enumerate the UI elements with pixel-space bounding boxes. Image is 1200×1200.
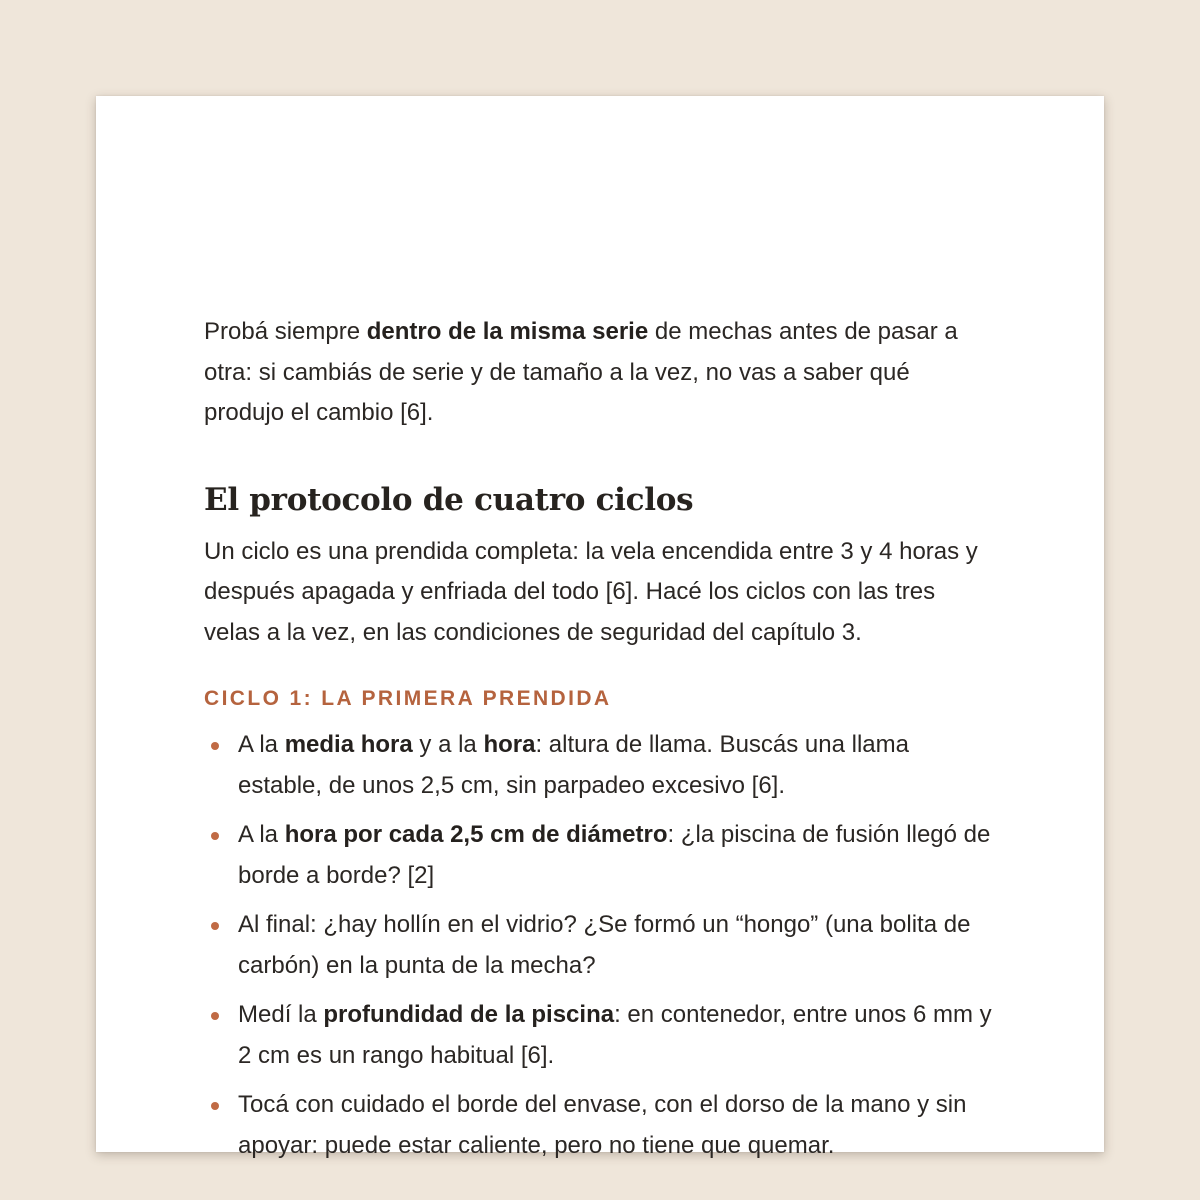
section-paragraph: Un ciclo es una prendida completa: la vela encendida entre 3 y 4 horas y después apagada y enfriada del todo [6]. Hacé los ciclos con las tres velas a la vez, en las condiciones de seguridad del capítulo 3. <box>204 537 978 646</box>
list-item-emphasis: media hora <box>284 731 413 758</box>
list-item-segment: A la <box>238 731 285 758</box>
list-item-text <box>238 1091 966 1159</box>
list-item <box>204 995 994 1076</box>
cycle-checklist <box>204 725 994 1166</box>
list-item <box>204 815 994 896</box>
cycle-subheading: CICLO 1: LA PRIMERA PRENDIDA <box>204 687 612 710</box>
document-page <box>96 96 1104 1159</box>
intro-text: Probá siempre <box>204 318 367 345</box>
list-item-text <box>238 731 909 799</box>
list-item-segment: Al final: ¿hay hollín en el vidrio? ¿Se formó un “hongo” (una bolita de carbón) en la punta de la mecha? <box>238 911 971 979</box>
list-item-text <box>238 1001 992 1069</box>
list-item-segment: Medí la <box>238 1001 324 1028</box>
list-item-segment: y a la <box>412 731 484 758</box>
list-item-text <box>238 911 970 979</box>
list-item-emphasis: hora <box>483 731 536 758</box>
list-item-emphasis: profundidad de la piscina <box>323 1001 615 1028</box>
list-item <box>204 1085 994 1166</box>
section-heading: El protocolo de cuatro ciclos <box>204 481 694 518</box>
bullet-dot-icon <box>211 1102 219 1110</box>
bullet-dot-icon <box>211 922 219 930</box>
list-item-emphasis: hora por cada 2,5 cm de diámetro <box>284 821 668 848</box>
list-item-segment: : en contenedor, entre unos 6 mm y 2 cm es un rango habitual [6]. <box>238 1001 992 1069</box>
page-content <box>204 312 994 1166</box>
list-item-segment: : ¿la piscina de fusión llegó de borde a borde? [2] <box>238 821 991 889</box>
intro-paragraph <box>204 312 994 434</box>
list-item <box>204 905 994 986</box>
bullet-dot-icon <box>211 1012 219 1020</box>
intro-text: de mechas antes de pasar a otra: si cambiás de serie y de tamaño a la vez, no vas a saber qué produjo el cambio [6]. <box>204 318 958 426</box>
bullet-dot-icon <box>211 832 219 840</box>
list-item-segment: A la <box>238 821 285 848</box>
list-item-text <box>238 821 990 889</box>
bullet-dot-icon <box>211 742 219 750</box>
list-item-segment: : altura de llama. Buscás una llama estable, de unos 2,5 cm, sin parpadeo excesivo [6]. <box>238 731 909 799</box>
list-item-segment: Tocá con cuidado el borde del envase, con el dorso de la mano y sin apoyar: puede estar caliente, pero no tiene que quemar. <box>238 1091 967 1159</box>
list-item <box>204 725 994 806</box>
intro-emphasis: dentro de la misma serie <box>366 318 649 345</box>
